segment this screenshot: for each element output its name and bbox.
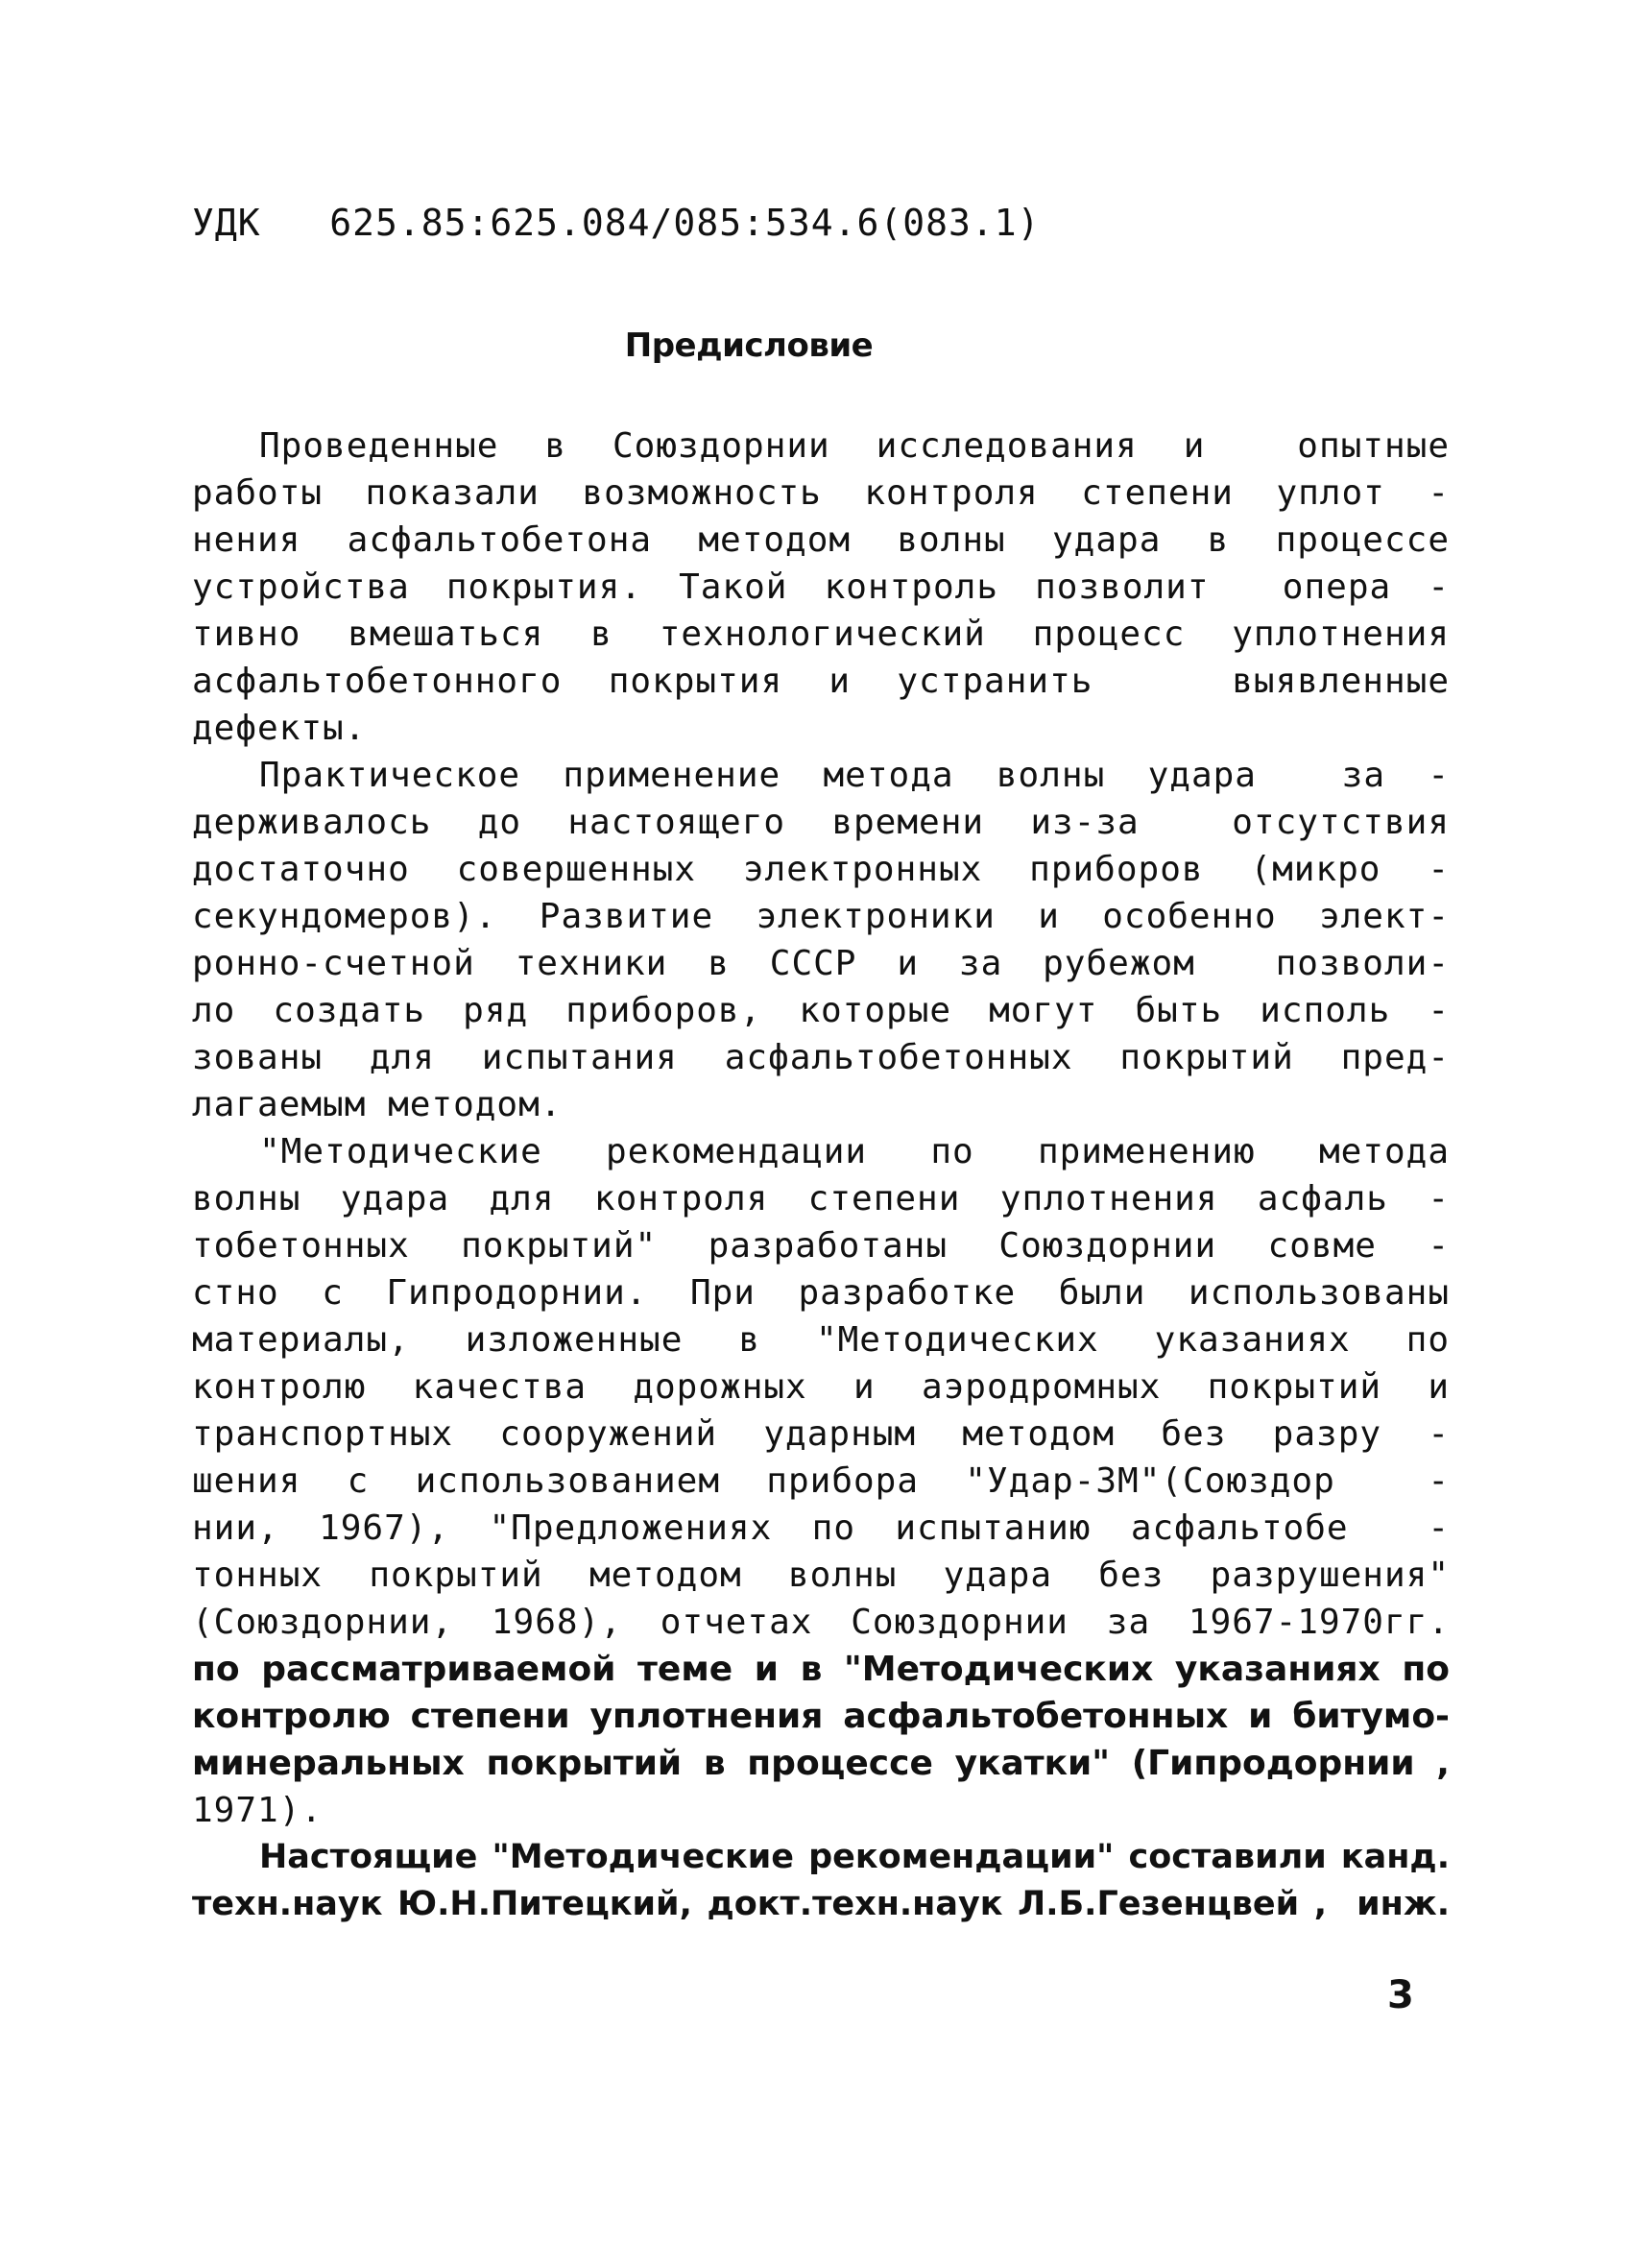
paragraph-3 [192, 1128, 1450, 1834]
text-line: шения с использованием прибора "Удар-3М"(Союздор - [192, 1461, 1450, 1501]
text-line: (Союздорнии, 1968), отчетах Союздорнии за 1967-1970гг. [192, 1603, 1450, 1642]
text-line: Настоящие "Методические рекомендации" составили канд. [259, 1838, 1450, 1876]
text-line: устройства покрытия. Такой контроль позволит опера - [192, 567, 1450, 607]
page-title: Предисловие [624, 326, 874, 365]
text-line: по рассматриваемой теме и в "Методических указаниях по [192, 1650, 1450, 1689]
text-line: лагаемым методом. [192, 1085, 563, 1124]
text-line: стно с Гипродорнии. При разработке были использованы [192, 1273, 1450, 1313]
paragraph-1 [192, 422, 1450, 752]
text-line: дефекты. [192, 709, 367, 748]
text-line: держивалось до настоящего времени из-за отсутствия [192, 803, 1450, 842]
text-line: ло создать ряд приборов, которые могут быть исполь - [192, 991, 1450, 1030]
text-line: тивно вмешаться в технологический процесс уплотнения [192, 615, 1450, 654]
text-line: техн.наук Ю.Н.Питецкий, докт.техн.наук Л.Б.Гезенцвей , инж. [192, 1885, 1450, 1923]
text-line: транспортных сооружений ударным методом без разру - [192, 1414, 1450, 1454]
paragraph-2 [192, 752, 1450, 1128]
document-body [192, 422, 1450, 1928]
text-line: материалы, изложенные в "Методических указаниях по [192, 1320, 1450, 1360]
text-line: асфальтобетонного покрытия и устранить выявленные [192, 662, 1450, 701]
text-line: минеральных покрытий в процессе укатки" (Гипродорнии , [192, 1744, 1450, 1783]
paragraph-4 [192, 1834, 1450, 1928]
text-line: ронно-счетной техники в СССР и за рубежом позволи- [192, 944, 1450, 983]
text-line: 1971). [192, 1791, 324, 1830]
text-line: волны удара для контроля степени уплотнения асфаль - [192, 1179, 1450, 1218]
text-line: контролю качества дорожных и аэродромных покрытий и [192, 1367, 1450, 1407]
text-line: работы показали возможность контроля степени уплот - [192, 473, 1450, 513]
text-line: тобетонных покрытий" разработаны Союздорнии совме - [192, 1226, 1450, 1266]
text-line: Проведенные в Союздорнии исследования и опытные [259, 426, 1450, 466]
text-line: тонных покрытий методом волны удара без разрушения" [192, 1556, 1450, 1595]
text-line: контролю степени уплотнения асфальтобетонных и битумо- [192, 1697, 1450, 1736]
udk-code: УДК 625.85:625.084/085:534.6(083.1) [192, 202, 1041, 244]
text-line: зованы для испытания асфальтобетонных покрытий пред- [192, 1038, 1450, 1077]
text-line: нии, 1967), "Предложениях по испытанию асфальтобе - [192, 1508, 1450, 1548]
text-line: секундомеров). Развитие электроники и особенно элект- [192, 897, 1450, 936]
text-line: "Методические рекомендации по применению метода [259, 1132, 1450, 1171]
page-number: 3 [1387, 1973, 1414, 2017]
text-line: нения асфальтобетона методом волны удара в процессе [192, 520, 1450, 560]
text-line: Практическое применение метода волны удара за - [259, 756, 1450, 795]
text-line: достаточно совершенных электронных приборов (микро - [192, 850, 1450, 889]
